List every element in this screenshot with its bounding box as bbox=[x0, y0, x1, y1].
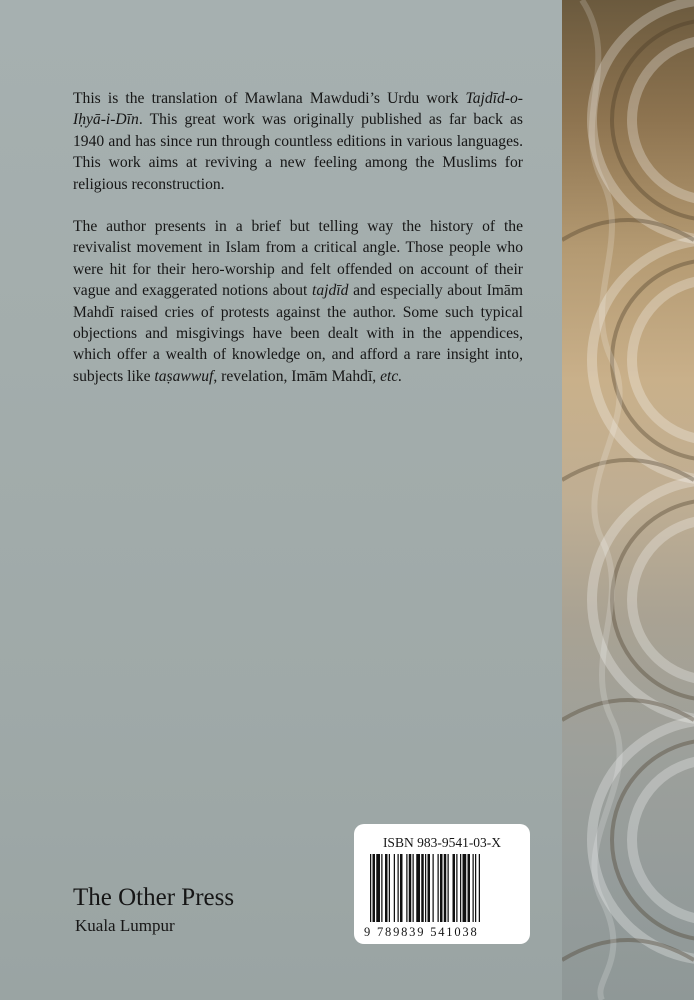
barcode-digits: 9 789839 541038 bbox=[364, 925, 479, 939]
publisher-name: The Other Press bbox=[73, 884, 235, 911]
description-text bbox=[73, 88, 523, 387]
description-paragraph-2: The author presents in a brief but telling way the history of the revivalist movement in Islam from a critical angle. Those people who were hit for their hero-worship and felt offended on account of their vague and exaggerated notions about tajdīd and especially about Imām Mahdī raised cries of protests against the author. Some such typical objections and misgivings have been dealt with in the appendices, which offer a wealth of knowledge on, and afford a rare insight into, subjects like taṣawwuf, revelation, Imām Mahdī, etc. bbox=[73, 218, 523, 385]
knot-pattern-icon bbox=[562, 0, 694, 1000]
isbn-number: ISBN 983-9541-03-X bbox=[382, 835, 502, 850]
publisher-city: Kuala Lumpur bbox=[75, 916, 175, 935]
term-italic: etc. bbox=[380, 367, 403, 385]
term-italic: tajdīd bbox=[312, 282, 349, 300]
barcode-icon bbox=[368, 854, 516, 924]
description-paragraph-1: This is the translation of Mawlana Mawdudi’s Urdu work Tajdīd-o-Iḥyā-i-Dīn. This great work was originally published as far back as 1940 and has since run through countless editions in various languages. This work aims at reviving a new feeling among the Muslims for religious reconstruction. bbox=[73, 90, 523, 193]
decorative-pattern-strip bbox=[562, 0, 694, 1000]
term-italic: taṣawwuf bbox=[154, 367, 214, 385]
book-title-italic: Tajdīd-o-Iḥyā-i-Dīn bbox=[73, 90, 523, 129]
isbn-label bbox=[354, 824, 530, 944]
